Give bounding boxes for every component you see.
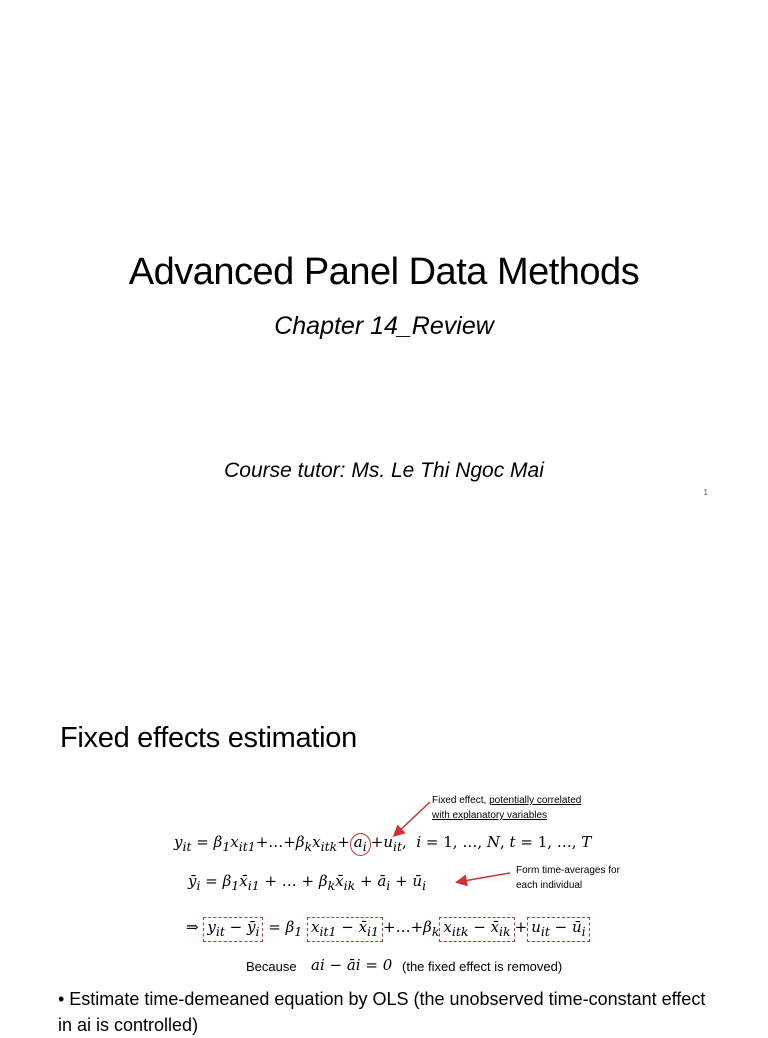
- course-tutor: Course tutor: Ms. Le Thi Ngoc Mai: [224, 459, 544, 482]
- fixed-effect-note-underline-1: potentially correlated: [489, 795, 582, 806]
- because-label: Because: [246, 959, 297, 974]
- fixed-effect-note-lead: Fixed effect,: [432, 795, 490, 806]
- equation-model: $y_{it}$ = $\beta_1x_{it1}+\dots+\beta_kx_{itk}+ a_i +u_{it}$, i = 1, …, N, t = 1, …, T: [174, 833, 592, 854]
- slide-subtitle: Chapter 14_Review: [274, 312, 494, 340]
- box-x1: $x_{it1}$ − $x̄_{i1}$: [307, 917, 383, 942]
- box-y: $y_{it}$ − $ȳ_i$: [203, 917, 263, 942]
- content-slide: [0, 690, 768, 1035]
- box-u: $u_{it}$ − $ū_i$: [527, 917, 589, 942]
- time-average-note-line-2: each individual: [516, 880, 583, 891]
- equation-demeaned: ⇒ $y_{it}$ − $ȳ_i = \beta_1$ $x_{it1}$ − $x̄_{i1}$ $+\dots+\beta_k$ $x_{itk}$ − $x̄_{ik} + u_{it}$ − $ū_i$: [186, 917, 590, 942]
- section-title: Fixed effects estimation: [60, 722, 357, 754]
- slide-title: Advanced Panel Data Methods: [128, 251, 640, 293]
- because-equation: ai − āi = 0: [311, 956, 393, 974]
- because-explanation: (the fixed effect is removed): [402, 959, 563, 974]
- arrow-to-fixed-effect: [395, 802, 430, 835]
- equation-time-average: $ȳ_i$ = $\beta_1x̄_{i1}$ + … + $\beta_kx̄_{ik}$ + $ā_i$ + $ū_i$: [188, 872, 427, 893]
- fixed-effect-note-underline-2: with explanatory variables: [432, 810, 548, 821]
- page-number: 1: [703, 488, 708, 497]
- arrow-to-time-average: [458, 873, 510, 882]
- fixed-effect-circle: $a_i$: [350, 833, 371, 856]
- box-xk: $x_{itk}$ − $x̄_{ik}$: [439, 917, 514, 942]
- bullet-ols: • Estimate time-demeaned equation by OLS (the unobserved time-constant effect in ai is controlled): [58, 989, 706, 1035]
- time-average-note-line-1: Form time-averages for: [516, 865, 620, 876]
- annotation-arrows: [0, 690, 768, 1024]
